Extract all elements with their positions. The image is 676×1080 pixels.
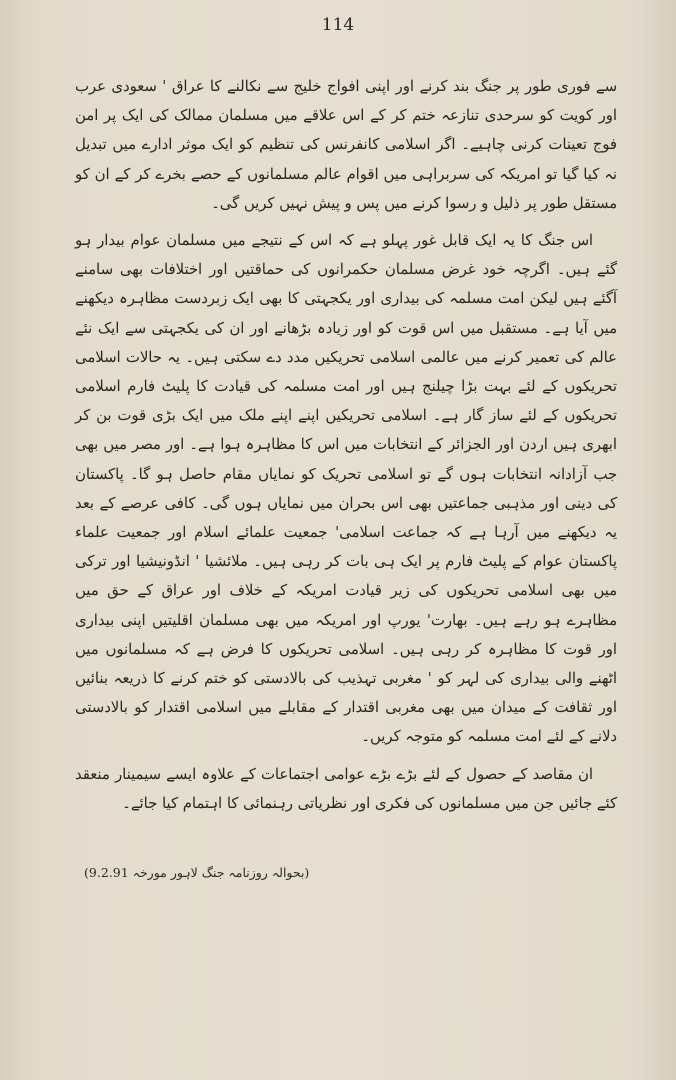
body-text	[75, 72, 617, 826]
page-number: 114	[321, 15, 355, 35]
citation-note: (بحوالہ روزنامہ جنگ لاہور مورخہ 9.2.91)	[84, 865, 310, 880]
paragraph-2: اس جنگ کا یہ ایک قابل غور پہلو ہے کہ اس کے نتیجے میں مسلمان عوام بیدار ہو گئے ہیں۔ اگرچہ خود غرض مسلمان حکمرانوں کی حماقتیں اور اختلافات بھی سامنے آگئے ہیں لیکن امت مسلمہ کی بیداری اور یکجہتی کا بھی ایک زبردست مظاہرہ دیکھنے میں آیا ہے۔ مستقبل میں اس قوت کو اور زیادہ بڑھانے اور ان کی یکجہتی سے ایک نئے عالم کی تعمیر کرنے میں عالمی اسلامی تحریکیں مدد دے سکتی ہیں۔ یہ حالات اسلامی تحریکوں کے لئے بہت بڑا چیلنج ہیں اور امت مسلمہ کی قیادت کا پلیٹ فارم اسلامی تحریکوں کے لئے ساز گار ہے۔ اسلامی تحریکیں اپنے اپنے ملک میں ایک بڑی قوت بن کر ابھری ہیں اردن اور الجزائر کے انتخابات میں اس کا مظاہرہ ہوا ہے۔ اور مصر میں بھی جب آزادانہ انتخابات ہوں گے تو اسلامی تحریک کو نمایاں مقام حاصل ہو گا۔ پاکستان کی دینی اور مذہبی جماعتیں بھی اس بحران میں نمایاں ہوں گی۔ کافی عرصے کے بعد یہ دیکھنے میں آرہا ہے کہ جماعت اسلامی' جمعیت علمائے اسلام اور جمعیت علماء پاکستان عوام کے پلیٹ فارم پر ایک ہی بات کر رہی ہیں۔ ملائشیا ' انڈونیشیا اور ترکی میں بھی اسلامی تحریکوں کی زیر قیادت امریکہ کے خلاف اور عراق کے حق میں مظاہرے ہو رہے ہیں۔ بھارت' یورپ اور امریکہ میں بھی مسلمان اقلیتیں اپنی بیداری اور قوت کا مظاہرہ کر رہی ہیں۔ اسلامی تحریکوں کا فرض ہے کہ مسلمانوں میں اٹھنے والی بیداری کی لہر کو ' مغربی تہذیب کی بالادستی کو ختم کرنے کا ذریعہ بنائیں اور ثقافت کے میدان میں بھی مغربی اقتدار کے مقابلے میں اسلامی اقتدار کو بالادستی دلانے کے لئے امت مسلمہ کو متوجہ کریں۔	[75, 232, 617, 746]
paragraph-3: ان مقاصد کے حصول کے لئے بڑے بڑے عوامی اجتماعات کے علاوہ ایسے سیمینار منعقد کئے جائیں جن میں مسلمانوں کی فکری اور نظریاتی رہنمائی کا اہتمام کیا جائے۔	[75, 765, 617, 812]
paragraph-1: سے فوری طور پر جنگ بند کرنے اور اپنی افواج خلیج سے نکالنے کا عراق ' سعودی عرب اور کویت کو سرحدی تنازعہ ختم کر کے اس علاقے میں مسلمان ممالک کی ایک پر امن فوج تعینات کرنی چاہیے۔ اگر اسلامی کانفرنس کی تنظیم کو ایک موثر ادارے میں تبدیل نہ کیا گیا تو امریکہ کی سربراہی میں اقوام عالم مسلمانوں کے حصے بخرے کر کے ان کو مستقل طور پر ذلیل و رسوا کرنے میں پس و پیش نہیں کریں گی۔	[75, 78, 617, 212]
